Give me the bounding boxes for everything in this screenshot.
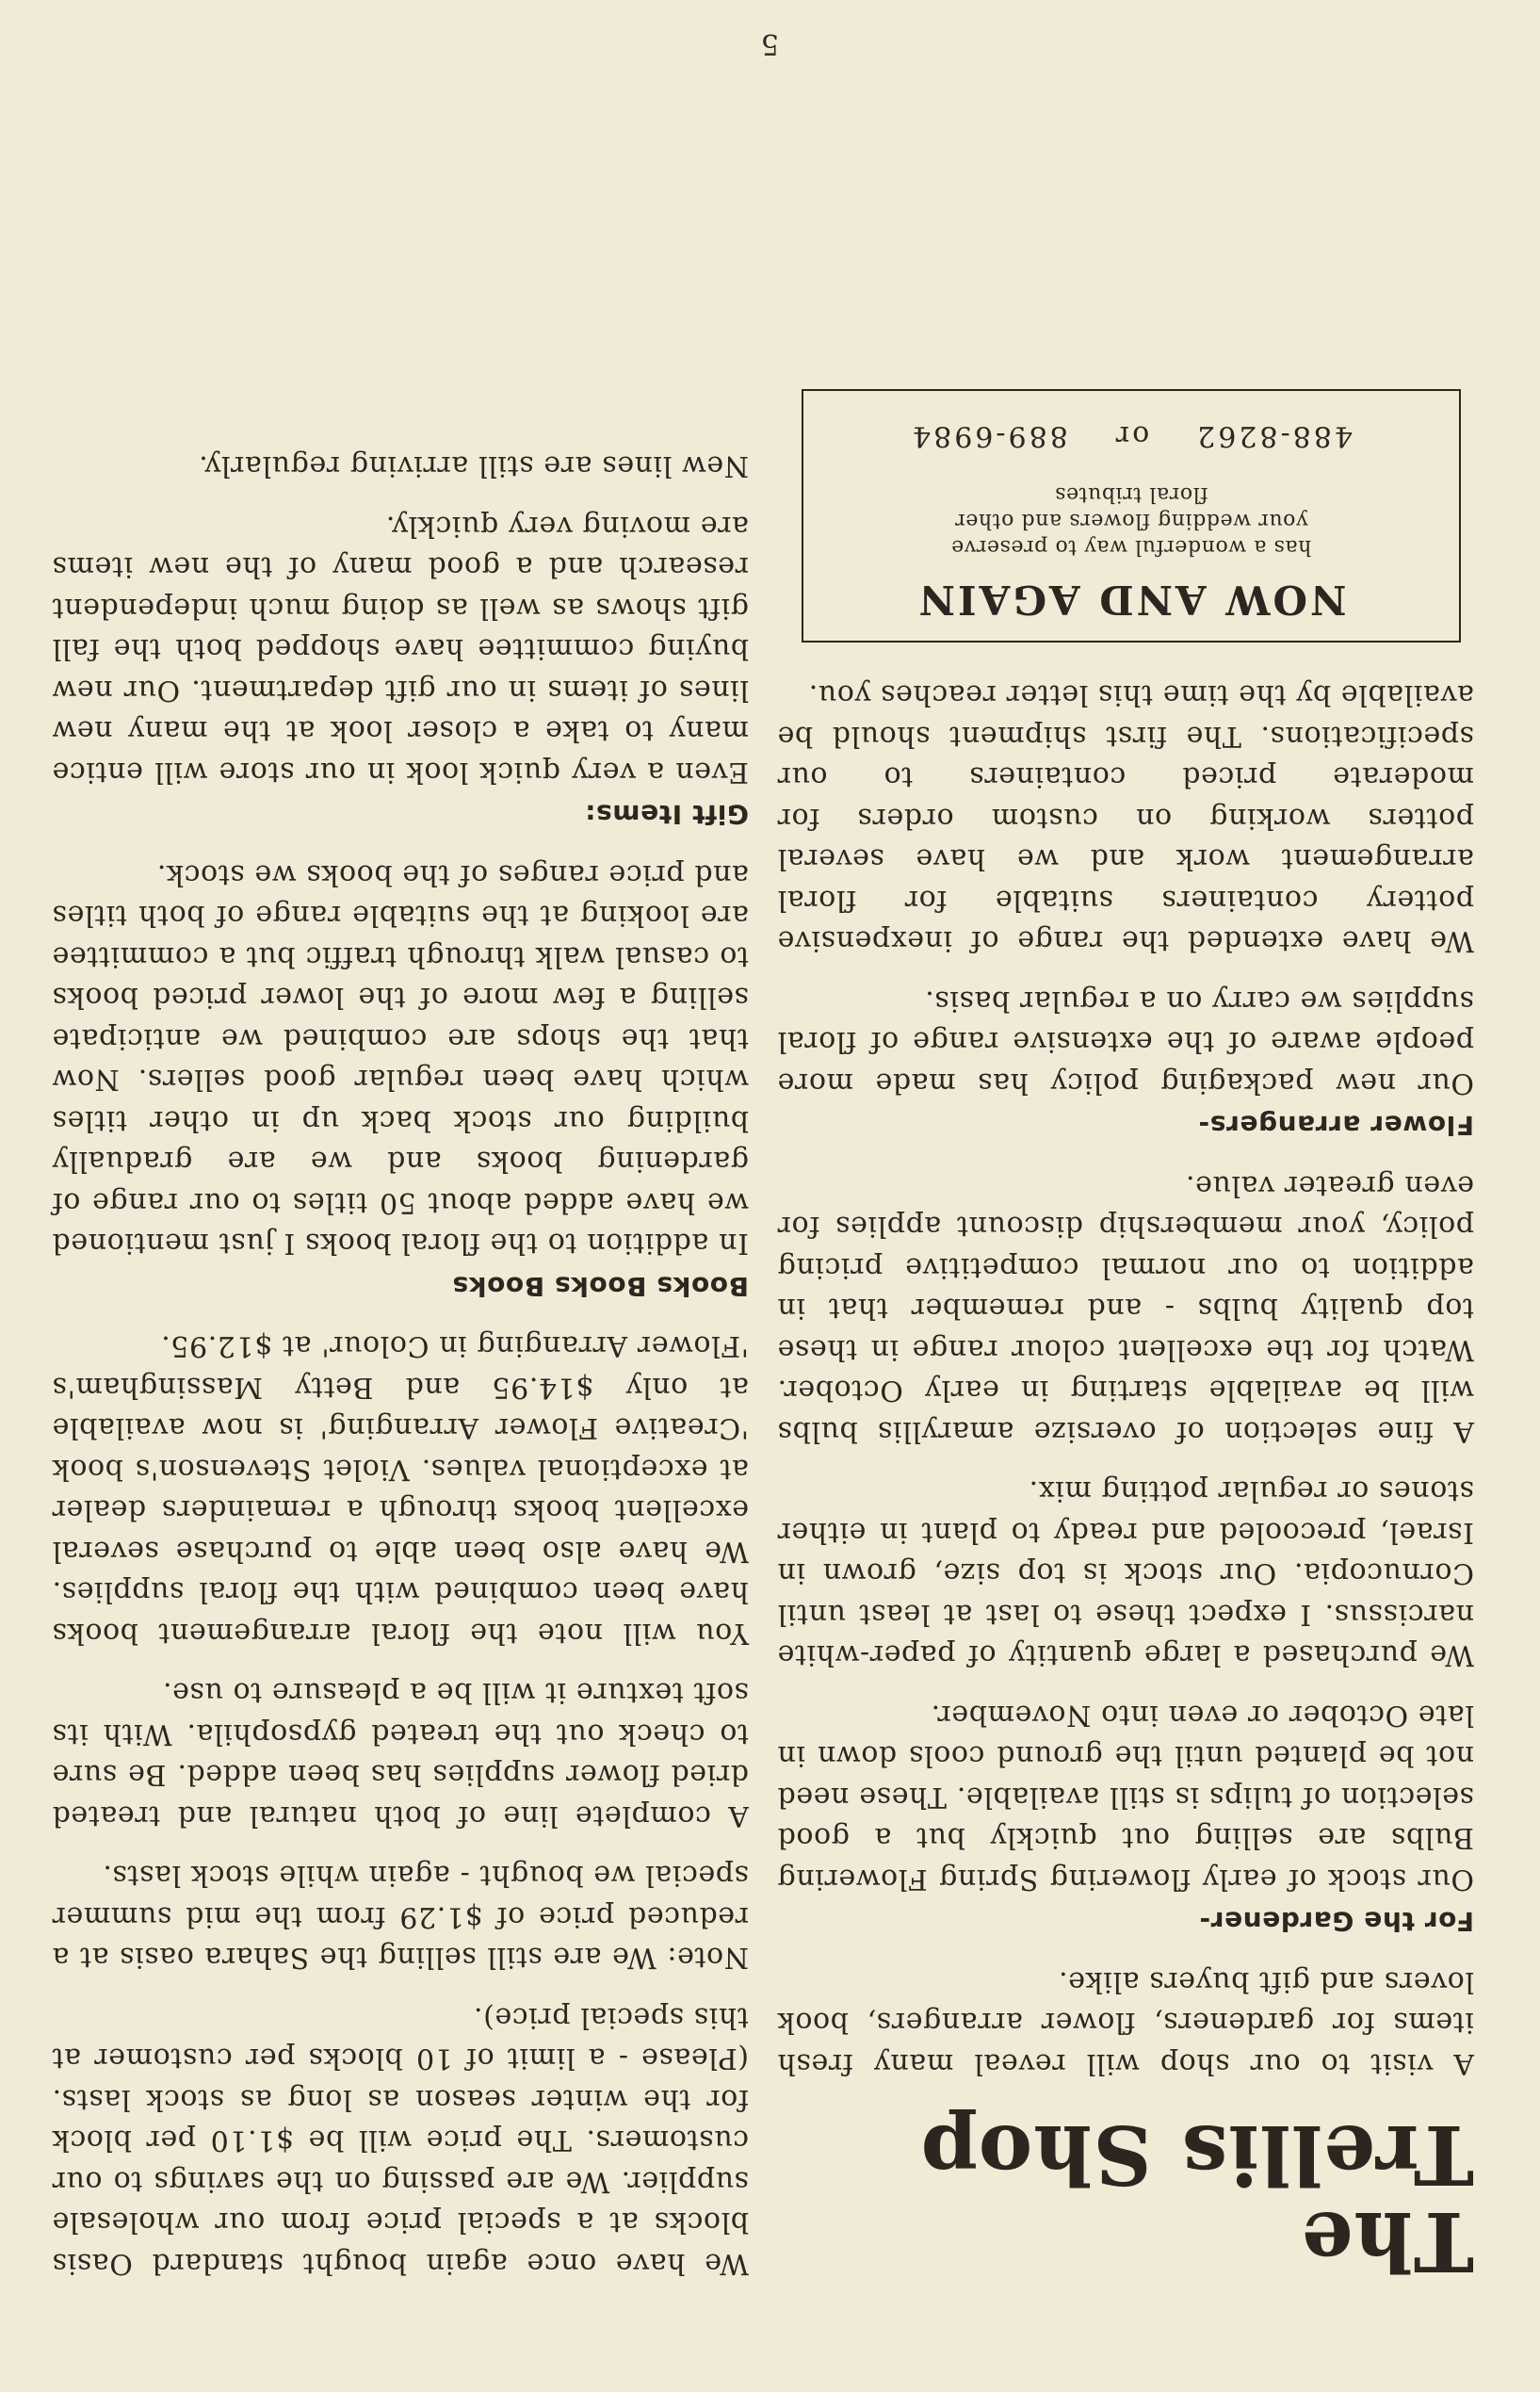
gift-paragraph-2: New lines are still arriving regularly. [198,449,749,483]
gardener-paragraph-2: We purchased a large quantity of paper-white narcissus. I expect these to last at least until Cornucopia. Our stock is top size, grown in Israel, precooled and ready to plant in either stones or regular potting mix. [777,1474,1474,1672]
flower-arrangers-heading: Flower arrangers- [1197,1110,1474,1142]
books-paragraph-2: In addition to the floral books I just mentioned we have added about 50 titles to our range of gardening books and we are gradually building our stock back up in other titles which have been regular good sellers. Now that the shops are combined we anticipate selling a few more of the lower priced books to casual walk through traffic but a committee are looking at the suitable range of both titles and price ranges of the books we stock. [52,858,749,1261]
gardener-paragraph-1: Our stock of early flowering Spring Flowering Bulbs are selling out quickly but a good selection of tulips is still available. These need not be planted until the ground cools down in late October or even into November. [777,1699,1474,1896]
ad-phone-2: 889-6984 [910,419,1068,453]
title-line-2: Trellis Shop [919,2107,1474,2202]
ad-phone-row [822,415,1440,457]
ad-line-2: your wedding flowers and other [954,509,1308,533]
oasis-paragraph: We have once again bought standard Oasis blocks at a special price from our wholesale supplier. We are passing on the savings to our customers. The price will be $1.10 per block for the winter season as long as stock lasts. (Please - a limit of 10 blocks per customer at this special price). [52,2001,749,2280]
ad-line-1: has a wonderful way to preserve [950,535,1312,560]
intro-paragraph: A visit to our shop will reveal many fresh items for gardeners, flower arrangers, book lovers and gift buyers alike. [777,1965,1474,2080]
books-heading: Books Books Books [451,1271,749,1302]
now-and-again-ad [802,389,1461,643]
ad-or: or [1112,419,1150,453]
right-column [52,427,749,2284]
flower-paragraph-1: Our new packaging policy has made more people aware of the extensive range of floral supplies we carry on a regular basis. [777,984,1474,1099]
gift-paragraph-1: Even a very quick look in our store will entice many to take a closer look at the many new lines of items in our gift department. Our new buying committee have shopped both the fall gift shows as well as doing much independent research and a good many of the new items are moving very quickly. [52,510,749,789]
flower-paragraph-2: We have extended the range of inexpensive pottery containers suitable for floral arrangement work and we have several potters working on custom orders for moderate priced containers to our specifications. The first shipment should be available by the time this letter reaches you. [777,678,1474,958]
left-column [777,389,1474,2288]
ad-title: NOW AND AGAIN [916,577,1347,623]
gardener-paragraph-3: A fine selection of oversize amaryllis bulbs will be available starting in early October. Watch for the excellent colour range in these top quality bulbs - and remember that in addition to our normal competitive pricing policy, your membership discount applies for even greater value. [777,1169,1474,1448]
ad-phone-1: 488-8262 [1194,419,1353,453]
ad-line-3: floral tributes [1054,482,1208,507]
books-paragraph-1: You will note the floral arrangement books have been combined with the floral supplies. We have also been able to purchase several excellent books through a remainders dealer at exceptional values. Violet Stevenson's book 'Creative Flower Arranging' is now available at only $14.95 and Betty Massingham's 'Flower Arranging in Colour' at $12.95. [52,1329,749,1650]
page-number: 5 [760,27,780,60]
gardener-heading: For the Gardener- [1198,1906,1474,1938]
title-line-1: The [1300,2193,1474,2288]
shop-title [777,2107,1474,2288]
dried-flowers-paragraph: A complete line of both natural and treated dried flower supplies has been added. Be sure to check out the treated gypsophila. With its soft texture it will be a pleasure to use. [52,1676,749,1832]
oasis-note: Note: We are still selling the Sahara oasis at a reduced price of $1.29 from the mid summer special we bought - again while stock lasts. [52,1859,749,1975]
gift-items-heading: Gift Items: [584,799,749,831]
